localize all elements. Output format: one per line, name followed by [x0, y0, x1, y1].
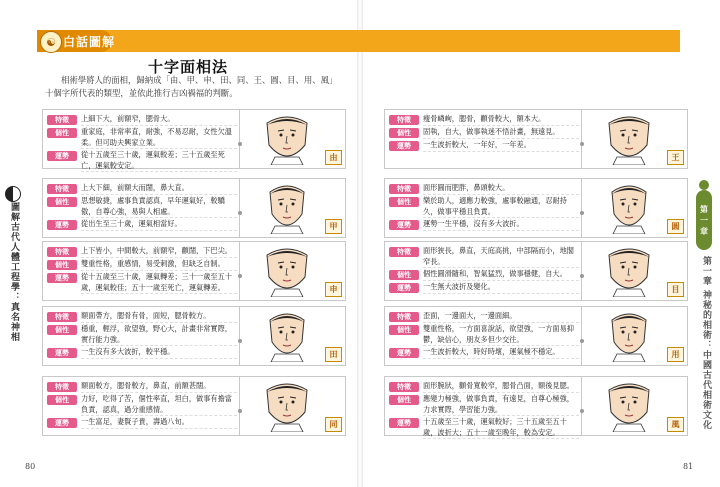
tag-personality: 個性 — [389, 270, 419, 280]
face-illustration-icon — [255, 245, 319, 297]
side-title-left: 圖解古代人體工程學：真名神相 — [9, 202, 19, 342]
face-illustration-icon — [597, 380, 661, 432]
page-number-right: 81 — [683, 462, 694, 471]
entry-row-feature — [389, 381, 579, 393]
face-type-char: 田 — [325, 347, 342, 362]
face-illustration — [597, 310, 661, 362]
pin-icon — [238, 274, 242, 278]
entry-divider — [581, 179, 582, 237]
entry-feature-text: 面形圓而肥胖，鼻頭較大。 — [423, 183, 579, 195]
entry-fortune-text: 從出生至三十歲，運氣相當好。 — [81, 219, 237, 231]
entry-row-feature — [47, 114, 237, 126]
tag-fortune: 運勢 — [389, 220, 419, 230]
entry-row-feature — [47, 381, 237, 393]
tag-personality: 個性 — [389, 325, 419, 335]
entry-row-personality — [389, 394, 579, 416]
entry-feature-text: 面形狹長，鼻直，天庭高挑，中部隔而小，地閣窄長。 — [423, 246, 579, 268]
entry-personality-text: 固執，自大，做事執迷不悟計畫，無遠見。 — [423, 127, 579, 139]
pin-icon — [580, 339, 584, 343]
face-type-char: 用 — [667, 347, 684, 362]
tag-fortune: 運勢 — [389, 283, 419, 293]
page-title: 十字面相法 — [148, 58, 229, 76]
entry-personality-text: 思想敏捷，處事負責認真，早年運氣好，較驕傲，自尊心強，易與人相處。 — [81, 196, 237, 218]
entry-row-personality — [47, 394, 237, 416]
face-type-char: 同 — [325, 417, 342, 432]
entry-fortune-text: 從十五歲至三十歲，運氣較差；三十五歲至死亡，運氣較安定。 — [81, 150, 237, 172]
pin-icon — [238, 409, 242, 413]
face-illustration-icon — [597, 245, 661, 297]
entry-row-feature — [389, 183, 579, 195]
entry-feature-text: 上細下大，前額窄，腮骨大。 — [81, 114, 237, 126]
tag-fortune: 運勢 — [47, 348, 77, 358]
side-title-right: 第一章 神秘的相術：中國古代相術文化 — [701, 256, 711, 431]
face-illustration — [597, 245, 661, 297]
tag-personality: 個性 — [47, 260, 77, 270]
face-illustration-icon — [597, 182, 661, 234]
face-illustration-icon — [255, 113, 319, 165]
face-type-char: 目 — [667, 282, 684, 297]
entry-personality-text: 雙重性格，重感情，易受刺激，但缺乏自制。 — [81, 259, 237, 271]
intro-paragraph: 相術學將人的面相，歸納成「由、甲、申、田、同、王、圓、目、用、風」十個字所代表的類型，並依此推行吉凶禍福的判斷。 — [45, 75, 338, 98]
face-illustration — [255, 310, 319, 362]
face-illustration — [255, 113, 319, 165]
entry-row-feature — [389, 114, 579, 126]
pin-icon — [580, 211, 584, 215]
entry-divider — [239, 377, 240, 435]
face-illustration — [255, 380, 319, 432]
face-illustration-icon — [255, 182, 319, 234]
pin-icon — [238, 142, 242, 146]
entry-row-fortune — [47, 150, 237, 172]
face-type-char: 甲 — [325, 219, 342, 234]
face-type-char: 由 — [325, 150, 342, 165]
entry-row-personality — [389, 127, 579, 139]
entry-row-personality — [47, 127, 237, 149]
chapter-badge — [696, 190, 712, 250]
tag-personality: 個性 — [389, 197, 419, 207]
entry-fortune-text: 一生波折較大，一年好，一年差。 — [423, 140, 579, 152]
tag-fortune: 運勢 — [47, 220, 77, 230]
entry-personality-text: 雙重性格，一方面喜說話，欲望強，一方面易抑鬱，缺信心，朋友多但少交往。 — [423, 324, 579, 346]
entry-fortune-text: 一生富足，妻賢子貴，壽過八旬。 — [81, 417, 237, 429]
tag-fortune: 運勢 — [47, 151, 77, 161]
entry-row-personality — [389, 196, 579, 218]
entry-divider — [581, 242, 582, 300]
face-illustration-icon — [597, 113, 661, 165]
entry-row-personality — [47, 196, 237, 218]
tag-fortune: 運勢 — [389, 418, 419, 428]
face-type-char: 圓 — [667, 219, 684, 234]
entry-row-feature — [47, 311, 237, 323]
entry-feature-text: 上大下細，前額大而闊，鼻大直。 — [81, 183, 237, 195]
entry-divider — [239, 307, 240, 365]
tag-feature: 特徵 — [389, 247, 419, 257]
face-entry — [42, 241, 346, 301]
entry-personality-text: 力好，吃得了苦，個性率直，坦白，做事有擔當負責，認真，過分重感情。 — [81, 394, 237, 416]
tag-feature: 特徵 — [389, 184, 419, 194]
face-entry — [384, 376, 688, 436]
tag-fortune: 運勢 — [389, 141, 419, 151]
pin-icon — [580, 274, 584, 278]
face-entry — [384, 178, 688, 238]
entry-row-fortune — [47, 219, 237, 231]
section-title: 白話圖解 — [63, 35, 116, 49]
entry-fortune-text: 一生波折較大，時好時壞，運氣極不穩定。 — [423, 347, 579, 359]
entry-personality-text: 樂於助人，適應力較強，處事較融通，忍耐持久，做事平穩且負責。 — [423, 196, 579, 218]
tag-fortune: 運勢 — [389, 348, 419, 358]
face-illustration-icon — [597, 310, 661, 362]
chapter-badge-char: 一 — [700, 214, 708, 225]
tag-feature: 特徵 — [389, 312, 419, 322]
header-band-right — [360, 30, 680, 52]
tag-feature: 特徵 — [47, 184, 77, 194]
entry-personality-text: 應變力極強，做事負責，有遠見，自尊心極強，力求實際，學習能力強。 — [423, 394, 579, 416]
entry-row-fortune — [47, 347, 237, 359]
tag-personality: 個性 — [47, 325, 77, 335]
entry-divider — [581, 377, 582, 435]
entry-feature-text: 額面較方，腮骨較方，鼻直，前額甚闊。 — [81, 381, 237, 393]
tag-personality: 個性 — [47, 197, 77, 207]
tag-personality: 個性 — [47, 395, 77, 405]
entry-fortune-text: 運勢一生平穩，沒有多大波折。 — [423, 219, 579, 231]
tag-fortune: 運勢 — [47, 273, 77, 283]
entry-row-personality — [47, 259, 237, 271]
face-entry — [42, 376, 346, 436]
entry-feature-text: 面形腕狀，顴骨寬較窄，腮骨凸面，額後見腮。 — [423, 381, 579, 393]
face-entry — [42, 109, 346, 169]
tag-feature: 特徵 — [47, 382, 77, 392]
chapter-badge-char: 章 — [700, 225, 708, 236]
entry-row-fortune — [389, 219, 579, 231]
entry-feature-text: 上下皆小，中間較大，前額窄，顴闊，下巴尖。 — [81, 246, 237, 258]
chapter-badge-char: 第 — [700, 203, 708, 214]
tag-personality: 個性 — [389, 128, 419, 138]
entry-fortune-text: 一生沒有多大波折，較平穩。 — [81, 347, 237, 359]
entry-divider — [581, 307, 582, 365]
tag-feature: 特徵 — [389, 382, 419, 392]
face-entry — [42, 306, 346, 366]
pin-icon — [238, 211, 242, 215]
face-type-char: 申 — [325, 282, 342, 297]
tag-feature: 特徵 — [47, 115, 77, 125]
entry-personality-text: 重家庭，非常率直，耐強，不易忍耐，女性欠溫柔。但可助夫興家立業。 — [81, 127, 237, 149]
logo-icon: ☯ — [40, 31, 62, 53]
face-entry — [384, 109, 688, 169]
entry-row-feature — [389, 311, 579, 323]
entry-fortune-text: 從十五歲至三十歲，運氣轉差；三十一歲至五十歲，運氣較佳；五十一歲至死亡，運氣轉差。 — [81, 272, 237, 294]
face-illustration — [255, 245, 319, 297]
face-entry — [384, 306, 688, 366]
tag-feature: 特徵 — [47, 247, 77, 257]
entry-row-personality — [47, 324, 237, 346]
face-illustration — [597, 182, 661, 234]
pin-icon — [580, 409, 584, 413]
entry-row-feature — [389, 246, 579, 268]
face-type-char: 王 — [667, 150, 684, 165]
tag-feature: 特徵 — [47, 312, 77, 322]
entry-row-personality — [389, 324, 579, 346]
entry-personality-text: 個性圓滑隨和，智氣猛烈，做事穩健，自大。 — [423, 269, 579, 281]
entry-row-fortune — [389, 347, 579, 359]
tag-personality: 個性 — [47, 128, 77, 138]
entry-divider — [239, 179, 240, 237]
face-illustration — [597, 113, 661, 165]
entry-row-fortune — [47, 417, 237, 429]
page-number-left: 80 — [25, 462, 36, 471]
entry-row-personality — [389, 269, 579, 281]
entry-divider — [239, 242, 240, 300]
entry-fortune-text: 十五歲至三十歲，運氣較好；三十五歲至五十歲，波折大；五十一歲至晚年，較為安定。 — [423, 417, 579, 439]
entry-personality-text: 穩重，輕浮，欲望強，野心大，計畫非常實際，實行能力強。 — [81, 324, 237, 346]
face-illustration-icon — [255, 310, 319, 362]
entry-feature-text: 歪面，一邊面大，一邊面細。 — [423, 311, 579, 323]
face-illustration-icon — [255, 380, 319, 432]
entry-row-fortune — [389, 417, 579, 439]
face-entry — [42, 178, 346, 238]
tag-personality: 個性 — [389, 395, 419, 405]
face-entry — [384, 241, 688, 301]
face-type-char: 風 — [667, 417, 684, 432]
taiji-icon — [5, 186, 21, 202]
entry-feature-text: 瘦骨嶙峋，腮骨，顴骨較大，額本大。 — [423, 114, 579, 126]
entry-divider — [239, 110, 240, 168]
entry-row-fortune — [47, 272, 237, 294]
entry-fortune-text: 一生無大波折及變化。 — [423, 282, 579, 294]
entry-row-fortune — [389, 140, 579, 152]
book-gutter — [357, 0, 363, 487]
entry-divider — [581, 110, 582, 168]
entry-row-fortune — [389, 282, 579, 294]
entry-row-feature — [47, 246, 237, 258]
face-illustration — [255, 182, 319, 234]
chapter-dot-icon — [699, 180, 709, 190]
entry-row-feature — [47, 183, 237, 195]
face-illustration — [597, 380, 661, 432]
tag-feature: 特徵 — [389, 115, 419, 125]
tag-fortune: 運勢 — [47, 418, 77, 428]
entry-feature-text: 額面帶方，腮骨有骨，面短，腮骨較方。 — [81, 311, 237, 323]
pin-icon — [238, 339, 242, 343]
pin-icon — [580, 142, 584, 146]
